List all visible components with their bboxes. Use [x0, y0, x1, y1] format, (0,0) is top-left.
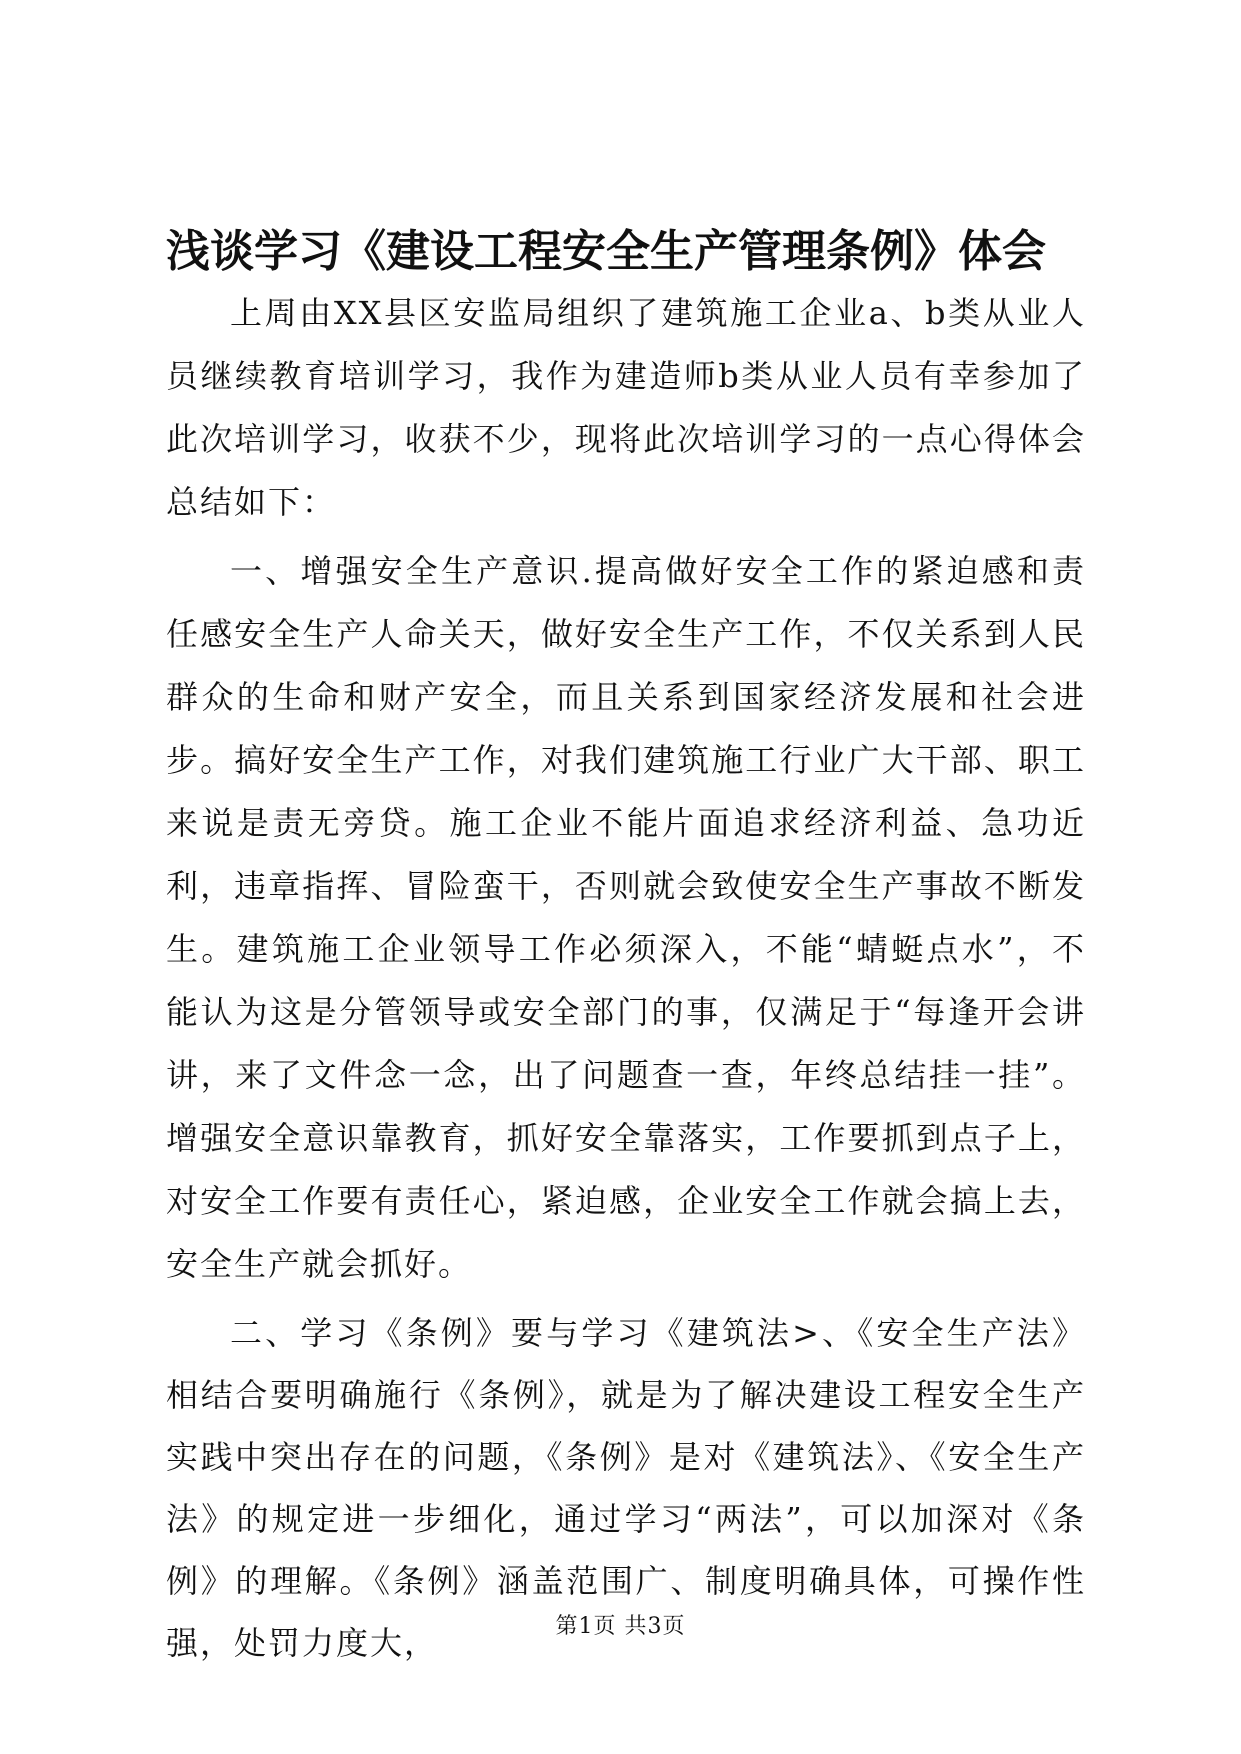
paragraph-section-2: 二、学习《条例》要与学习《建筑法>、《安全生产法》相结合要明确施行《条例》，就是为了解决建设工程安全生产实践中突出存在的问题，《条例》是对《建筑法》、《安全生产法》的规定进一步细化，通过学习“两法”，可以加深对《条例》的理解。《条例》涵盖范围广、制度明确具体，可操作性强，处罚力度大， — [166, 1314, 1086, 1662]
document-body — [166, 282, 1086, 1680]
paragraph-intro: 上周由XX县区安监局组织了建筑施工企业a、b类从业人员继续教育培训学习，我作为建造师b类从业人员有幸参加了此次培训学习，收获不少，现将此次培训学习的一点心得体会总结如下： — [166, 294, 1086, 521]
document-title: 浅谈学习《建设工程安全生产管理条例》体会 — [166, 226, 1046, 277]
page-footer: 第1页 共3页 — [555, 1614, 686, 1639]
paragraph-section-1: 一、增强安全生产意识.提高做好安全工作的紧迫感和责任感安全生产人命关天，做好安全生产工作，不仅关系到人民群众的生命和财产安全，而且关系到国家经济发展和社会进步。搞好安全生产工作，对我们建筑施工行业广大干部、职工来说是责无旁贷。施工企业不能片面追求经济利益、急功近利，违章指挥、冒险蛮干，否则就会致使安全生产事故不断发生。建筑施工企业领导工作必须深入，不能“蜻蜓点水”，不能认为这是分管领导或安全部门的事，仅满足于“每逢开会讲讲，来了文件念一念，出了问题查一查，年终总结挂一挂”。增强安全意识靠教育，抓好安全靠落实，工作要抓到点子上，对安全工作要有责任心，紧迫感，企业安全工作就会搞上去，安全生产就会抓好。 — [166, 552, 1086, 1283]
